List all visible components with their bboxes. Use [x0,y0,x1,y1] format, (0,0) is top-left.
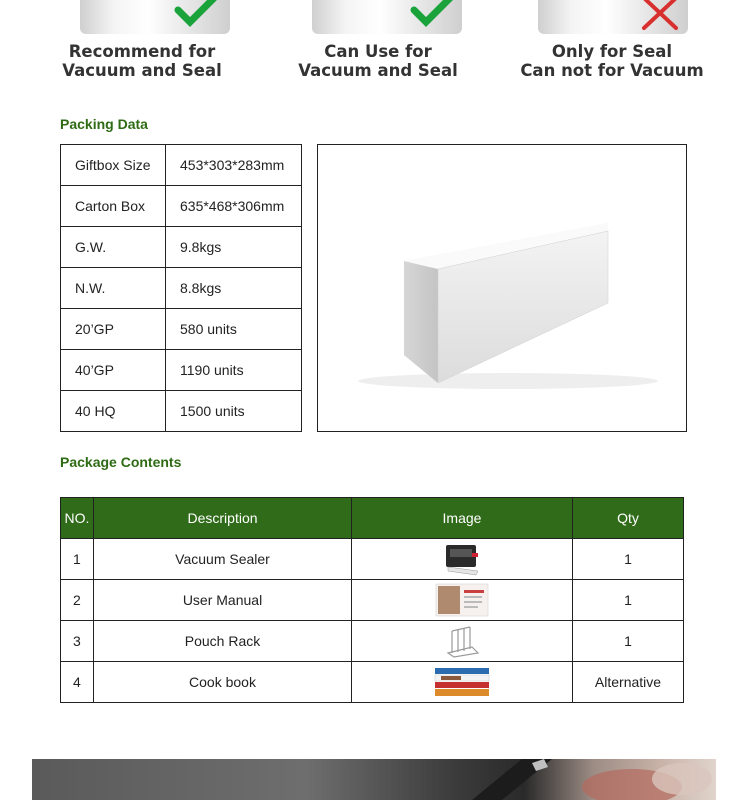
row-number: 4 [61,662,94,703]
column-header-description: Description [94,498,352,539]
table-row [61,350,302,391]
row-image [352,621,573,662]
column-header-no: NO. [61,498,94,539]
table-row [61,145,302,186]
vacuum-sealer-thumbnail [442,541,482,577]
packing-label: N.W. [61,268,166,309]
row-description: User Manual [94,580,352,621]
packing-data-table [60,144,302,432]
row-image [352,580,573,621]
pouch-rack-thumbnail [442,623,482,659]
packing-value: 580 units [166,309,302,350]
user-manual-thumbnail [434,582,490,618]
row-image [352,539,573,580]
table-row [61,186,302,227]
packing-value: 8.8kgs [166,268,302,309]
packing-label: G.W. [61,227,166,268]
giftbox-image [318,145,686,431]
package-contents-table [60,497,684,703]
cross-icon [638,0,682,32]
package-contents-title: Package Contents [60,454,182,470]
banner-caption: Only for Seal Can not for Vacuum [520,42,704,80]
packing-label: Giftbox Size [61,145,166,186]
packing-data-title: Packing Data [60,116,148,132]
packing-label: 40 HQ [61,391,166,432]
row-number: 2 [61,580,94,621]
banner-caption: Can Use for Vacuum and Seal [298,42,458,80]
packing-value: 453*303*283mm [166,145,302,186]
table-row [61,268,302,309]
product-photo-image [32,759,716,800]
packing-value: 1500 units [166,391,302,432]
row-qty: 1 [573,580,684,621]
table-row [61,391,302,432]
table-row [61,227,302,268]
row-qty: Alternative [573,662,684,703]
table-row [61,309,302,350]
packing-label: Carton Box [61,186,166,227]
packing-value: 1190 units [166,350,302,391]
table-row [61,662,684,703]
table-row [61,580,684,621]
packing-value: 9.8kgs [166,227,302,268]
check-icon [410,0,454,32]
packing-value: 635*468*306mm [166,186,302,227]
row-qty: 1 [573,621,684,662]
table-header-row [61,498,684,539]
product-photo [32,759,716,800]
row-qty: 1 [573,539,684,580]
row-description: Vacuum Sealer [94,539,352,580]
row-description: Pouch Rack [94,621,352,662]
giftbox-photo [317,144,687,432]
bag-type-banner [0,0,750,112]
column-header-qty: Qty [573,498,684,539]
row-number: 1 [61,539,94,580]
row-image [352,662,573,703]
check-icon [174,0,218,32]
banner-caption: Recommend for Vacuum and Seal [62,42,222,80]
cook-book-thumbnail [433,664,491,700]
table-row [61,539,684,580]
row-number: 3 [61,621,94,662]
packing-label: 20’GP [61,309,166,350]
packing-label: 40’GP [61,350,166,391]
row-description: Cook book [94,662,352,703]
column-header-image: Image [352,498,573,539]
table-row [61,621,684,662]
